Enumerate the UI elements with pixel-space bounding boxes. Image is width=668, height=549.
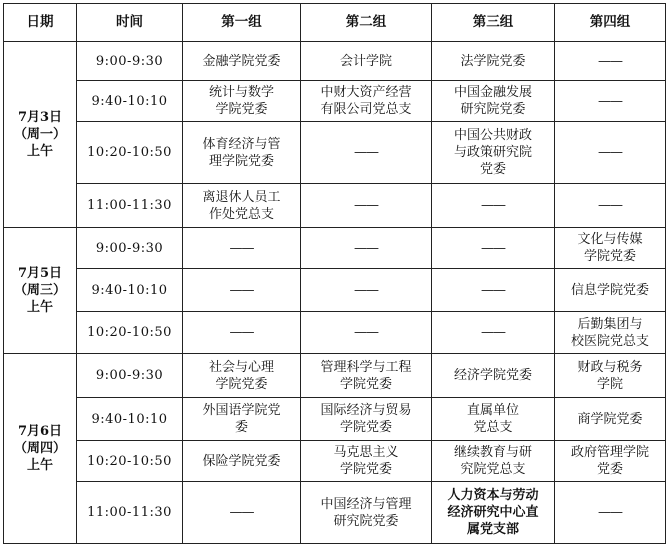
unit-name-line: 学院党委 — [339, 462, 392, 477]
group-4-cell — [555, 398, 666, 441]
table-row — [4, 354, 666, 398]
group-4-cell — [555, 122, 666, 184]
table-row — [4, 81, 666, 122]
group-3-cell — [432, 228, 555, 269]
empty-dash: —— — [354, 198, 378, 213]
date-line: （周四） — [13, 441, 66, 456]
time-cell: 9:00-9:30 — [77, 228, 183, 269]
date-cell — [4, 42, 77, 228]
empty-dash: —— — [598, 93, 622, 109]
unit-name-line: 国际经济与贸易 — [320, 403, 412, 418]
unit-name-line: 学院党委 — [215, 376, 268, 392]
group-3-cell — [432, 441, 555, 482]
table-row — [4, 312, 666, 354]
group-2-cell — [301, 441, 432, 482]
date-line: 7月5日 — [17, 266, 63, 281]
time-cell: 9:00-9:30 — [77, 354, 183, 398]
group-1-cell — [183, 42, 301, 81]
empty-dash: —— — [229, 240, 254, 256]
unit-name-line: 财政与税务 — [577, 359, 643, 375]
header-group-3: 第三组 — [432, 4, 555, 42]
unit-name-line: 党委 — [479, 162, 506, 177]
group-1-cell — [183, 482, 301, 544]
time-cell: 9:00-9:30 — [77, 42, 183, 81]
unit-name-line: 研究院党委 — [460, 102, 526, 117]
empty-dash: —— — [354, 282, 378, 298]
schedule-body — [4, 42, 666, 544]
header-group-4: 第四组 — [555, 4, 666, 42]
unit-name-line: 校医院党总支 — [570, 333, 649, 349]
unit-name-line: 委 — [234, 420, 248, 435]
unit-name-line: 学院党委 — [339, 376, 392, 392]
unit-name-line: 有限公司党总支 — [320, 102, 412, 117]
empty-dash: —— — [481, 240, 505, 256]
header-time: 时间 — [77, 4, 183, 42]
unit-name-line: 作处党总支 — [208, 206, 274, 222]
unit-name-line: 政府管理学院 — [570, 445, 649, 460]
group-3-cell — [432, 312, 555, 354]
time-cell: 11:00-11:30 — [77, 482, 183, 544]
table-row — [4, 42, 666, 81]
group-3-cell — [432, 184, 555, 228]
unit-name-line: 保险学院党委 — [202, 453, 281, 469]
date-line: 7月3日 — [17, 110, 63, 125]
unit-name-line: 属党支部 — [466, 522, 519, 537]
group-2-cell — [301, 354, 432, 398]
group-2-cell — [301, 228, 432, 269]
group-1-cell — [183, 441, 301, 482]
group-3-cell — [432, 354, 555, 398]
unit-name-line: 文化与传媒 — [577, 232, 643, 247]
group-1-cell — [183, 269, 301, 312]
empty-dash: —— — [354, 325, 378, 340]
empty-dash: —— — [481, 325, 505, 340]
time-cell: 11:00-11:30 — [77, 184, 183, 228]
time-cell: 9:40-10:10 — [77, 269, 183, 312]
empty-dash: —— — [598, 198, 622, 213]
unit-name-line: 统计与数学 — [208, 85, 274, 100]
group-3-cell — [432, 122, 555, 184]
group-2-cell — [301, 42, 432, 81]
time-cell: 9:40-10:10 — [77, 81, 183, 122]
date-line: （周一） — [13, 127, 66, 142]
group-2-cell — [301, 122, 432, 184]
unit-name-line: 金融学院党委 — [202, 53, 281, 69]
empty-dash: —— — [229, 505, 254, 520]
unit-name-line: 学院 — [596, 376, 623, 392]
unit-name-line: 会计学院 — [339, 53, 392, 69]
group-3-cell — [432, 81, 555, 122]
group-1-cell — [183, 184, 301, 228]
date-line: 7月6日 — [17, 424, 63, 439]
group-2-cell — [301, 184, 432, 228]
group-4-cell — [555, 184, 666, 228]
empty-dash: —— — [598, 505, 622, 520]
unit-name-line: 党委 — [596, 462, 623, 477]
unit-name-line: 继续教育与研 — [453, 445, 532, 460]
unit-name-line: 经济研究中心直 — [447, 505, 539, 520]
group-2-cell — [301, 482, 432, 544]
group-3-cell — [432, 42, 555, 81]
group-4-cell — [555, 354, 666, 398]
group-4-cell — [555, 42, 666, 81]
header-group-1: 第一组 — [183, 4, 301, 42]
date-cell — [4, 228, 77, 354]
unit-name-line: 理学院党委 — [208, 153, 274, 169]
time-cell: 9:40-10:10 — [77, 398, 183, 441]
group-4-cell — [555, 482, 666, 544]
date-line: 上午 — [26, 144, 53, 159]
date-line: 上午 — [26, 300, 53, 315]
unit-name-line: 社会与心理 — [208, 359, 274, 375]
empty-dash: —— — [481, 282, 505, 298]
date-cell — [4, 354, 77, 544]
unit-name-line: 商学院党委 — [577, 411, 643, 427]
table-row — [4, 269, 666, 312]
date-line: （周三） — [13, 283, 66, 298]
empty-dash: —— — [229, 325, 254, 340]
table-row — [4, 228, 666, 269]
header-date: 日期 — [4, 4, 77, 42]
unit-name-line: 管理科学与工程 — [320, 359, 412, 375]
unit-name-line: 中国金融发展 — [453, 85, 532, 100]
unit-name-line: 学院党委 — [215, 102, 268, 117]
group-3-cell — [432, 482, 555, 544]
group-4-cell — [555, 228, 666, 269]
group-1-cell — [183, 122, 301, 184]
unit-name-line: 学院党委 — [583, 249, 636, 264]
group-2-cell — [301, 398, 432, 441]
table-row — [4, 122, 666, 184]
unit-name-line: 离退休人员工 — [202, 189, 281, 205]
schedule-table — [3, 3, 666, 544]
table-row — [4, 398, 666, 441]
unit-name-line: 马克思主义 — [333, 445, 399, 460]
table-row — [4, 441, 666, 482]
unit-name-line: 中国公共财政 — [453, 128, 532, 143]
unit-name-line: 直属单位 — [466, 403, 519, 418]
group-2-cell — [301, 312, 432, 354]
date-line: 上午 — [26, 458, 53, 473]
table-row — [4, 482, 666, 544]
group-3-cell — [432, 398, 555, 441]
table-row — [4, 184, 666, 228]
unit-name-line: 研究院党委 — [333, 513, 399, 529]
unit-name-line: 信息学院党委 — [570, 282, 649, 298]
time-cell: 10:20-10:50 — [77, 312, 183, 354]
empty-dash: —— — [598, 53, 622, 69]
unit-name-line: 学院党委 — [339, 420, 392, 435]
empty-dash: —— — [354, 240, 378, 256]
group-4-cell — [555, 269, 666, 312]
group-1-cell — [183, 81, 301, 122]
empty-dash: —— — [229, 282, 254, 298]
unit-name-line: 后勤集团与 — [577, 316, 643, 332]
unit-name-line: 人力资本与劳动 — [447, 488, 539, 503]
time-cell: 10:20-10:50 — [77, 441, 183, 482]
group-1-cell — [183, 228, 301, 269]
header-row — [4, 4, 666, 42]
group-4-cell — [555, 441, 666, 482]
empty-dash: —— — [481, 198, 505, 213]
time-cell: 10:20-10:50 — [77, 122, 183, 184]
unit-name-line: 究院党总支 — [460, 462, 526, 477]
group-4-cell — [555, 312, 666, 354]
unit-name-line: 外国语学院党 — [202, 403, 281, 418]
unit-name-line: 经济学院党委 — [453, 368, 532, 383]
unit-name-line: 中国经济与管理 — [320, 496, 412, 512]
unit-name-line: 党总支 — [473, 420, 513, 435]
group-2-cell — [301, 269, 432, 312]
empty-dash: —— — [354, 145, 378, 160]
unit-name-line: 中财大资产经营 — [320, 85, 412, 100]
unit-name-line: 体育经济与管 — [202, 136, 281, 152]
header-group-2: 第二组 — [301, 4, 432, 42]
group-1-cell — [183, 354, 301, 398]
empty-dash: —— — [598, 145, 622, 160]
group-1-cell — [183, 312, 301, 354]
unit-name-line: 与政策研究院 — [453, 145, 532, 160]
group-2-cell — [301, 81, 432, 122]
group-3-cell — [432, 269, 555, 312]
unit-name-line: 法学院党委 — [460, 53, 526, 69]
group-1-cell — [183, 398, 301, 441]
group-4-cell — [555, 81, 666, 122]
